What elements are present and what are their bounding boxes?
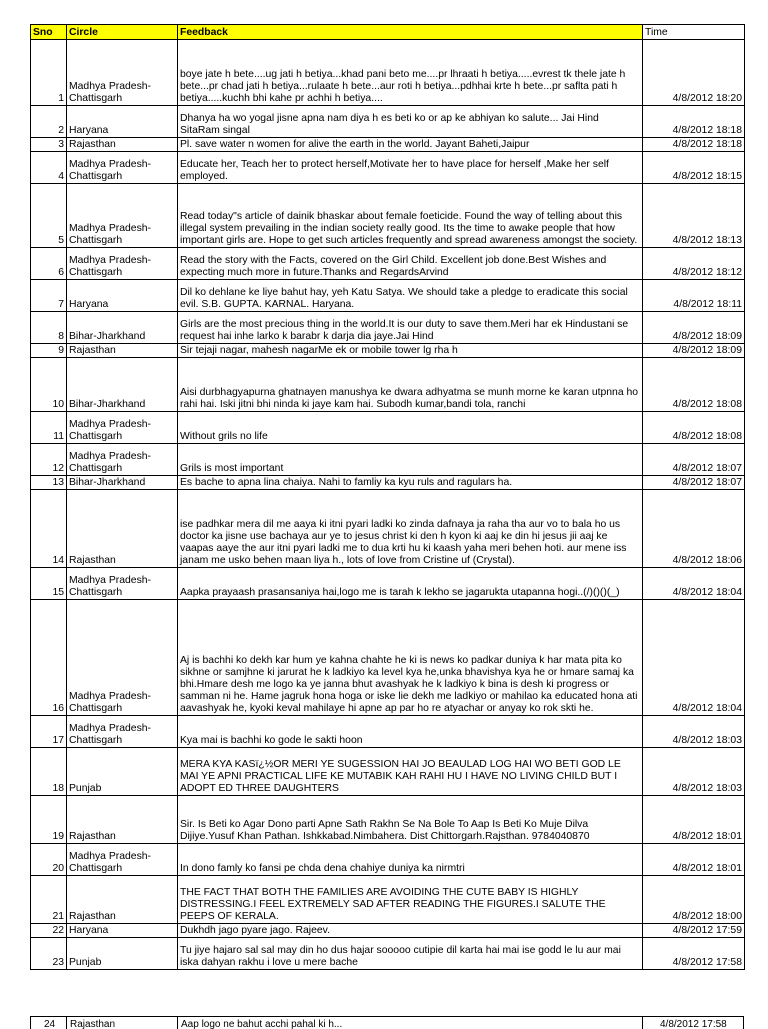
cell-sno: 12 [31,444,67,476]
cell-sno: 19 [31,796,67,844]
cell-time: 4/8/2012 18:20 [643,40,745,106]
table-row [31,748,745,796]
cell-sno: 7 [31,280,67,312]
cell-sno: 9 [31,344,67,358]
table-row [31,796,745,844]
cell-sno: 3 [31,138,67,152]
cell-feedback: ise padhkar mera dil me aaya ki itni pyari ladki ko zinda dafnaya ja raha tha aur vo to bala ho us doctor ka jisne use bachaya aur ye to jesus christ ki den h kyon ki aaj ke din hi jesus jii aaj ke vaapas aaye the aur itni pyari ladki me to dua krti hu ki kaash yaha meri behen hoti. aur mene iss janam me usko behen maan liya h., lots of love from Cristine uf (Crystal). [178,490,643,568]
cell-feedback: Dhanya ha wo yogal jisne apna nam diya h es beti ko or ap ke abhiyan ko salute... Jai Hind SitaRam singal [178,106,643,138]
cell-time: 4/8/2012 18:18 [643,106,745,138]
header-sno: Sno [31,25,67,40]
cell-time: 4/8/2012 18:04 [643,600,745,716]
table-row [31,924,745,938]
cell-sno: 23 [31,938,67,970]
cell-feedback: Read today"s article of dainik bhaskar about female foeticide. Found the way of telling about this illegal system prevailing in the indian society really good. Its the time to awake people that how important girls are. Hope to get such articles frequently and spread awareness amongst the society. [178,184,643,248]
cell-circle: Madhya Pradesh-Chattisgarh [67,40,178,106]
cell-sno: 18 [31,748,67,796]
table-row [31,444,745,476]
cell-time: 4/8/2012 18:00 [643,876,745,924]
cell-sno: 17 [31,716,67,748]
cell-circle: Madhya Pradesh-Chattisgarh [67,568,178,600]
cell-time: 4/8/2012 17:58 [643,938,745,970]
cell-circle: Haryana [67,106,178,138]
cell-circle: Madhya Pradesh-Chattisgarh [67,600,178,716]
header-row [31,25,745,40]
table-row [31,152,745,184]
cell-feedback: Sir. Is Beti ko Agar Dono parti Apne Sath Rakhn Se Na Bole To Aap Is Beti Ko Muje Dilva Dijiye.Yusuf Khan Pathan. Ishkkabad.Nimbahera. Dist Chittorgarh.Rajsthan. 9784040870 [178,796,643,844]
cell-circle: Madhya Pradesh-Chattisgarh [67,248,178,280]
cell-circle: Madhya Pradesh-Chattisgarh [67,716,178,748]
cell-feedback: Grils is most important [178,444,643,476]
cell-time: 4/8/2012 18:18 [643,138,745,152]
cell-sno: 10 [31,358,67,412]
cell-feedback: Read the story with the Facts, covered on the Girl Child. Excellent job done.Best Wishes and expecting much more in future.Thanks and RegardsArvind [178,248,643,280]
cell-circle: Rajasthan [67,490,178,568]
table-row [31,844,745,876]
cell-feedback: Without grils no life [178,412,643,444]
table-row [31,476,745,490]
cell-feedback: MERA KYA KASï¿½OR MERI YE SUGESSION HAI JO BEAULAD LOG HAI WO BETI GOD LE MAI YE APNI PRACTICAL LIFE KE MUTABIK KAH RAHI HU I HAVE NO LIVING CHILD BUT I ADOPT ED THREE DAUGHTERS [178,748,643,796]
table-row [31,568,745,600]
header-time: Time [643,25,745,40]
table-row [31,344,745,358]
table-row [31,358,745,412]
cell-feedback: Aj is bachhi ko dekh kar hum ye kahna chahte he ki is news ko padkar duniya k har mata pita ko sikhne or samjhne ki jarurat he k ladkiyo ka level kya he,unka bhavishya kya he or hmare samaj ka bhi.Hmare desh me logo ka ye janna bhut avashyak he k ladkiyo k bina is desh ki progress or samman ni he. Hame jagruk hona hoga or iske lie dekh me ladkiyo or mahilao ka educated hona ati aavashyak he, kyoki keval mahilaye hi apne ap par ho re atyachar or anyay ko rok skti he. [178,600,643,716]
cell-feedback: Girls are the most precious thing in the world.It is our duty to save them.Meri har ek Hindustani se request hai inhe larko k barabr k darja dia jaye.Jai Hind [178,312,643,344]
table-row [31,280,745,312]
header-circle: Circle [67,25,178,40]
cell-sno: 5 [31,184,67,248]
cell-sno: 21 [31,876,67,924]
cell-sno: 11 [31,412,67,444]
cell-circle: Madhya Pradesh-Chattisgarh [67,444,178,476]
table-row [31,138,745,152]
cell-circle: Bihar-Jharkhand [67,476,178,490]
cell-circle: Madhya Pradesh-Chattisgarh [67,152,178,184]
cell-time: 4/8/2012 18:13 [643,184,745,248]
cell-sno: 22 [31,924,67,938]
table-row [31,490,745,568]
table-row [31,40,745,106]
table-row [31,106,745,138]
next-time: 4/8/2012 17:58 [660,1019,727,1029]
cell-time: 4/8/2012 18:07 [643,476,745,490]
cell-feedback: Aisi durbhagyapurna ghatnayen manushya ke dwara adhyatma se munh morne ke karan utpnna ho rahi hai. Iski jitni bhi ninda ki jaye kam hai. Subodh kumar,bandi tola, ranchi [178,358,643,412]
cell-time: 4/8/2012 17:59 [643,924,745,938]
cell-feedback: boye jate h bete....ug jati h betiya...khad pani beto me....pr lhraati h betiya.....evrest tk thele jate h bete...pr chad jati h betiya...rulaate h bete...aur roti h betiya...pdhhai krte h bete...pr saflta pati h betiya.....kuchh bhi kahe pr achhi h betiya.... [178,40,643,106]
cell-sno: 4 [31,152,67,184]
next-sno: 24 [44,1019,56,1029]
cell-time: 4/8/2012 18:09 [643,344,745,358]
cell-feedback: Pl. save water n women for alive the earth in the world. Jayant Baheti,Jaipur [178,138,643,152]
cell-feedback: Dil ko dehlane ke liye bahut hay, yeh Katu Satya. We should take a pledge to eradicate this social evil. S.B. GUPTA. KARNAL. Haryana. [178,280,643,312]
cell-time: 4/8/2012 18:08 [643,412,745,444]
cell-circle: Punjab [67,748,178,796]
cell-time: 4/8/2012 18:06 [643,490,745,568]
cell-sno: 2 [31,106,67,138]
cell-time: 4/8/2012 18:11 [643,280,745,312]
cell-circle: Rajasthan [67,138,178,152]
cell-sno: 15 [31,568,67,600]
cell-time: 4/8/2012 18:01 [643,844,745,876]
cell-sno: 16 [31,600,67,716]
cell-circle: Haryana [67,280,178,312]
table-row [31,312,745,344]
cell-feedback: In dono famly ko fansi pe chda dena chahiye duniya ka nirmtri [178,844,643,876]
table-row [31,716,745,748]
cell-time: 4/8/2012 18:03 [643,748,745,796]
cell-feedback: Sir tejaji nagar, mahesh nagarMe ek or mobile tower lg rha h [178,344,643,358]
table-row [31,876,745,924]
cell-time: 4/8/2012 18:01 [643,796,745,844]
cell-feedback: Es bache to apna lina chaiya. Nahi to famliy ka kyu ruls and ragulars ha. [178,476,643,490]
cell-time: 4/8/2012 18:15 [643,152,745,184]
cell-circle: Bihar-Jharkhand [67,312,178,344]
cell-time: 4/8/2012 18:04 [643,568,745,600]
cell-sno: 20 [31,844,67,876]
cell-circle: Rajasthan [67,876,178,924]
cell-circle: Bihar-Jharkhand [67,358,178,412]
cell-circle: Haryana [67,924,178,938]
cell-feedback: Tu jiye hajaro sal sal may din ho dus hajar sooooo cutipie dil karta hai mai ise godd le lu aur mai iska dahyan rakhu i love u mere bache [178,938,643,970]
feedback-table [30,24,745,970]
cell-circle: Rajasthan [67,796,178,844]
cell-sno: 1 [31,40,67,106]
table-row [31,412,745,444]
cell-sno: 8 [31,312,67,344]
cell-time: 4/8/2012 18:03 [643,716,745,748]
next-feedback: Aap logo ne bahut acchi pahal ki h... [181,1019,343,1029]
cell-circle: Madhya Pradesh-Chattisgarh [67,844,178,876]
cell-feedback: Educate her, Teach her to protect herself,Motivate her to have place for herself ,Make her self employed. [178,152,643,184]
table-row [31,600,745,716]
cell-feedback: Dukhdh jago pyare jago. Rajeev. [178,924,643,938]
next-circle: Rajasthan [70,1019,116,1029]
table-row [31,184,745,248]
table-row [31,938,745,970]
cell-feedback: THE FACT THAT BOTH THE FAMILIES ARE AVOIDING THE CUTE BABY IS HIGHLY DISTRESSING.I FEEL EXTREMELY SAD AFTER READING THE FIGURES.I SALUTE THE PEEPS OF KERALA. [178,876,643,924]
cell-circle: Punjab [67,938,178,970]
cell-sno: 6 [31,248,67,280]
cell-time: 4/8/2012 18:07 [643,444,745,476]
cell-sno: 14 [31,490,67,568]
header-feedback: Feedback [178,25,643,40]
next-page-row-partial [30,1016,744,1029]
cell-time: 4/8/2012 18:12 [643,248,745,280]
cell-feedback: Kya mai is bachhi ko gode le sakti hoon [178,716,643,748]
cell-circle: Rajasthan [67,344,178,358]
cell-feedback: Aapka prayaash prasansaniya hai,logo me is tarah k lekho se jagarukta utapanna hogi..(/)()()(_) [178,568,643,600]
cell-time: 4/8/2012 18:08 [643,358,745,412]
cell-circle: Madhya Pradesh-Chattisgarh [67,184,178,248]
cell-circle: Madhya Pradesh-Chattisgarh [67,412,178,444]
cell-sno: 13 [31,476,67,490]
table-row [31,248,745,280]
cell-time: 4/8/2012 18:09 [643,312,745,344]
